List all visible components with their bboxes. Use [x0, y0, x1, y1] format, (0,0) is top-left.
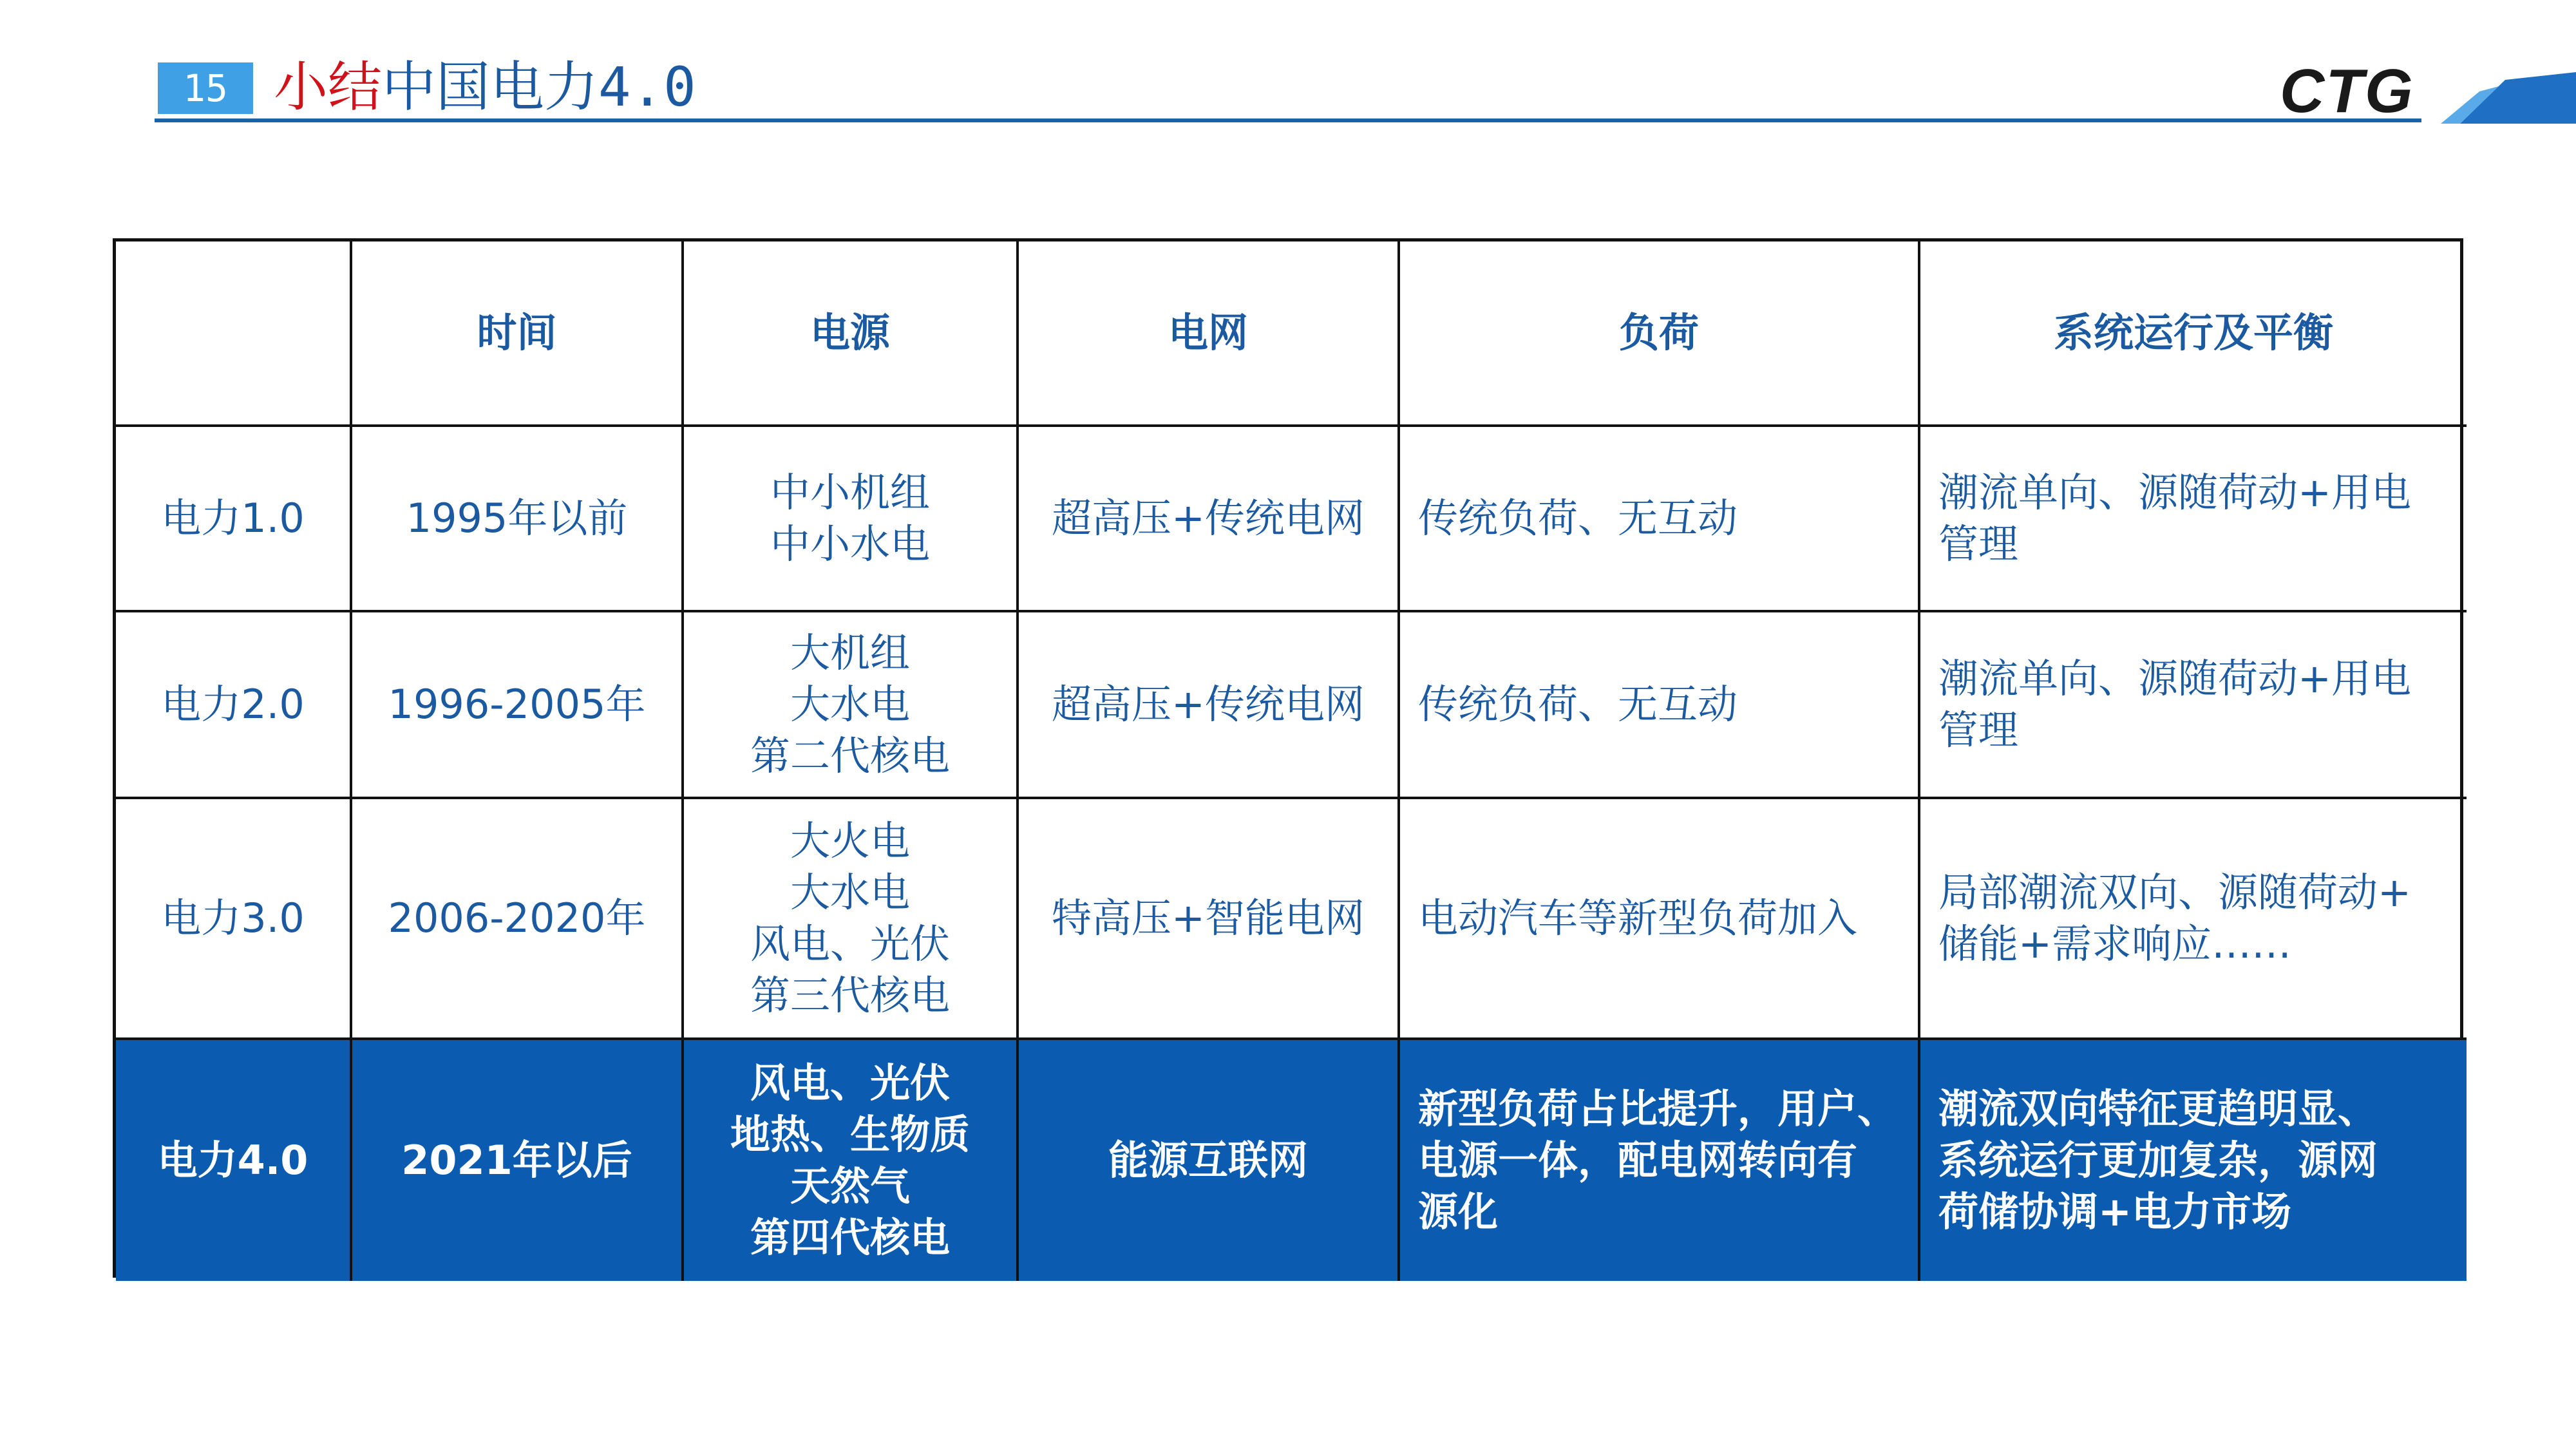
title-version: 4.0: [598, 55, 696, 118]
header-cell-load: 负荷: [1400, 242, 1920, 427]
load-cell: 传统负荷、无互动: [1400, 427, 1920, 612]
time-cell: 1996-2005年: [352, 612, 684, 799]
balance-line: 荷储协调+电力市场: [1938, 1188, 2291, 1235]
era-cell: 电力3.0: [116, 799, 352, 1040]
era-cell-highlighted: 电力4.0: [116, 1040, 352, 1281]
power-source-cell: [684, 799, 1019, 1040]
balance-line: 潮流双向特征更趋明显、: [1938, 1085, 2378, 1132]
header-cell-grid: 电网: [1019, 242, 1400, 427]
power-source-line: 大火电: [790, 817, 910, 864]
power-source-line: 大机组: [790, 629, 910, 676]
balance-line: 管理: [1938, 706, 2019, 753]
balance-cell: [1920, 799, 2467, 1040]
power-source-line: 天然气: [790, 1162, 910, 1209]
grid-cell-highlighted: 能源互联网: [1019, 1040, 1400, 1281]
grid-cell: 超高压+传统电网: [1019, 612, 1400, 799]
power-source-line: 第二代核电: [750, 732, 950, 779]
load-line: 电源一体，配电网转向有: [1418, 1137, 1858, 1184]
title-rest: 中国电力: [382, 55, 599, 118]
power-source-line: 第四代核电: [750, 1214, 950, 1261]
power-source-line: 风电、光伏: [750, 1059, 950, 1106]
balance-line: 管理: [1938, 520, 2019, 567]
time-cell: 1995年以前: [352, 427, 684, 612]
load-cell: 传统负荷、无互动: [1400, 612, 1920, 799]
power-source-cell: [684, 427, 1019, 612]
header-cell-power-source: 电源: [684, 242, 1019, 427]
balance-line: 潮流单向、源随荷动+用电: [1938, 655, 2411, 702]
balance-cell: [1920, 612, 2467, 799]
balance-line: 局部潮流双向、源随荷动+: [1938, 869, 2411, 916]
header-cell-balance: 系统运行及平衡: [1920, 242, 2467, 427]
balance-cell: [1920, 427, 2467, 612]
grid-cell: 超高压+传统电网: [1019, 427, 1400, 612]
era-cell: 电力1.0: [116, 427, 352, 612]
balance-cell-highlighted: [1920, 1040, 2467, 1281]
power-source-line: 地热、生物质: [730, 1111, 970, 1158]
power-source-line: 中小机组: [770, 469, 930, 516]
load-cell: 电动汽车等新型负荷加入: [1400, 799, 1920, 1040]
power-source-cell-highlighted: [684, 1040, 1019, 1281]
header-cell-empty: [116, 242, 352, 427]
header-divider: [155, 118, 2421, 122]
era-cell: 电力2.0: [116, 612, 352, 799]
time-cell-highlighted: 2021年以后: [352, 1040, 684, 1281]
logo-swoosh-icon: [2421, 72, 2576, 124]
power-source-line: 中小水电: [770, 520, 930, 567]
ctg-logo: CTG: [2280, 57, 2414, 126]
page-number-badge: 15: [158, 62, 253, 114]
power-source-line: 第三代核电: [750, 972, 950, 1019]
balance-line: 储能+需求响应……: [1938, 920, 2291, 967]
load-line: 新型负荷占比提升，用户、: [1418, 1085, 1898, 1132]
power-source-line: 大水电: [790, 869, 910, 916]
header-cell-time: 时间: [352, 242, 684, 427]
title-accent: 小结: [274, 55, 383, 118]
balance-line: 系统运行更加复杂，源网: [1938, 1137, 2378, 1184]
time-cell: 2006-2020年: [352, 799, 684, 1040]
comparison-table: [113, 238, 2463, 1278]
page-title: [274, 52, 696, 122]
load-line: 源化: [1418, 1188, 1499, 1235]
load-cell-highlighted: [1400, 1040, 1920, 1281]
power-source-cell: [684, 612, 1019, 799]
power-source-line: 大水电: [790, 681, 910, 728]
balance-line: 潮流单向、源随荷动+用电: [1938, 469, 2411, 516]
power-source-line: 风电、光伏: [750, 920, 950, 967]
grid-cell: 特高压+智能电网: [1019, 799, 1400, 1040]
